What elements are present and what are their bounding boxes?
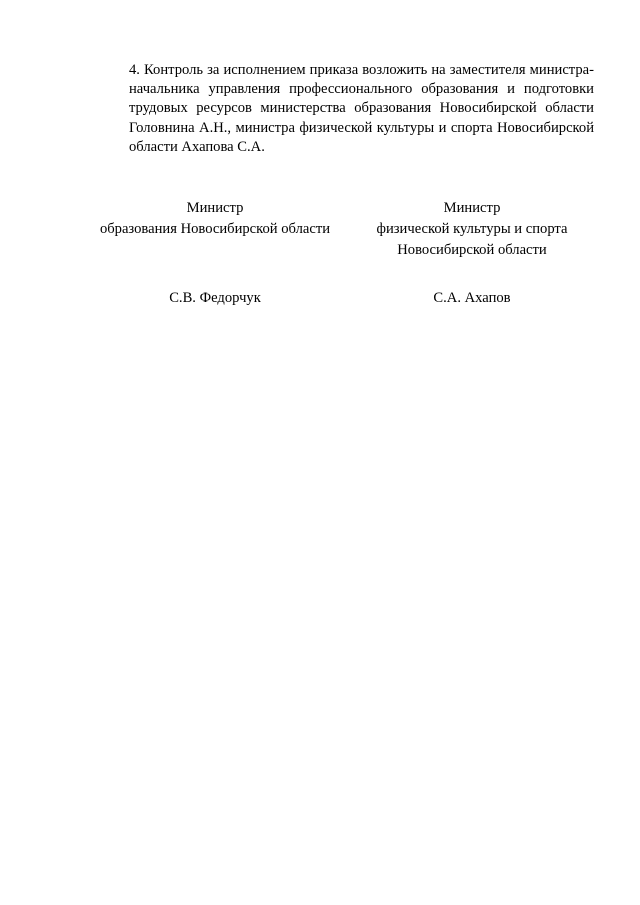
- paragraph-number: 4.: [129, 62, 140, 78]
- signatory-name-left: С.В. Федорчук: [169, 290, 261, 306]
- paragraph-text: Контроль за исполнением приказа возложить на заместителя министра-начальника управления профессионального образования и подготовки трудовых ресурсов министерства образования Новосибирской области Головнина А.Н., министра физической культуры и спорта Новосибирской области Ахапова С.А.: [129, 62, 594, 155]
- paragraph-4: [129, 61, 594, 157]
- signatory-title-left-line2: образования Новосибирской области: [99, 221, 331, 237]
- signature-block-right: [360, 198, 584, 261]
- signature-block-left: [90, 198, 340, 240]
- signatory-title-right-line1: Министр: [443, 200, 501, 216]
- signatory-title-right-line2: физической культуры и спорта: [376, 221, 568, 237]
- signatory-title-right-line3: Новосибирской области: [397, 242, 547, 258]
- signatory-title-left-line1: Министр: [186, 200, 244, 216]
- signatory-name-right: С.А. Ахапов: [433, 290, 511, 306]
